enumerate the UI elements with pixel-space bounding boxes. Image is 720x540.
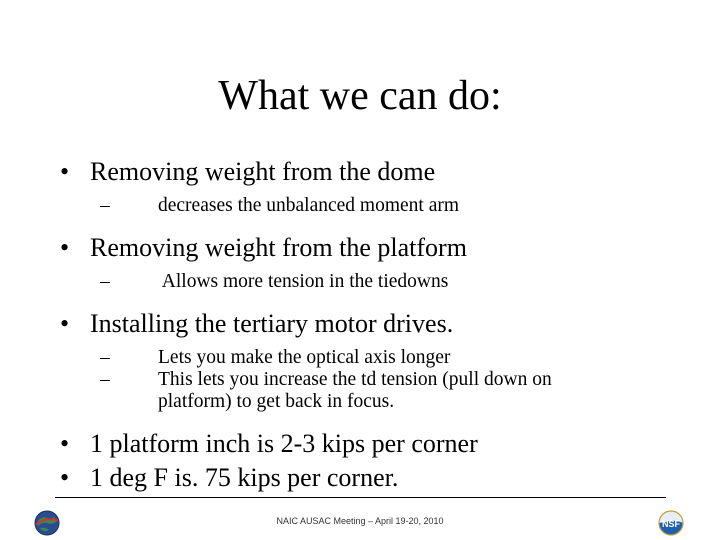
bullet-mark: • xyxy=(60,157,70,186)
sub-bullet-item xyxy=(100,369,598,413)
bullet-text: Removing weight from the dome xyxy=(90,157,436,186)
bullet-text: Removing weight from the platform xyxy=(90,233,467,262)
svg-text:NSF: NSF xyxy=(662,519,680,529)
footer-divider xyxy=(55,497,666,498)
bullet-item xyxy=(60,307,700,341)
bullet-item xyxy=(60,155,700,189)
bullet-mark: • xyxy=(60,309,70,338)
bullet-list xyxy=(60,155,700,495)
bullet-item xyxy=(60,231,700,265)
sub-bullet-text: This lets you increase the td tension (pull down on platform) to get back in focus. xyxy=(158,369,552,412)
slide-title: What we can do: xyxy=(218,73,502,119)
bullet-text: Installing the tertiary motor drives. xyxy=(90,309,454,338)
bullet-text: 1 deg F is. 75 kips per corner. xyxy=(90,463,399,492)
bullet-mark: • xyxy=(60,429,70,458)
sub-bullet-text: Lets you make the optical axis longer xyxy=(158,347,451,368)
dash-mark: – xyxy=(100,347,110,368)
sub-bullet-text: decreases the unbalanced moment arm xyxy=(158,195,460,216)
bullet-mark: • xyxy=(60,233,70,262)
dash-mark: – xyxy=(100,271,110,292)
sub-bullet-text: Allows more tension in the tiedowns xyxy=(158,271,449,292)
bullet-mark: • xyxy=(60,463,70,492)
dash-mark: – xyxy=(100,369,110,390)
sub-bullet-item xyxy=(100,271,700,293)
dash-mark: – xyxy=(100,195,110,216)
sub-bullet-item xyxy=(100,347,700,369)
nsf-logo-icon xyxy=(656,508,686,538)
bullet-item xyxy=(60,461,700,495)
footer-text: NAIC AUSAC Meeting – April 19-20, 2010 xyxy=(276,516,444,526)
sub-bullet-item xyxy=(100,195,700,217)
bullet-item xyxy=(60,427,700,461)
bullet-text: 1 platform inch is 2-3 kips per corner xyxy=(90,429,478,458)
